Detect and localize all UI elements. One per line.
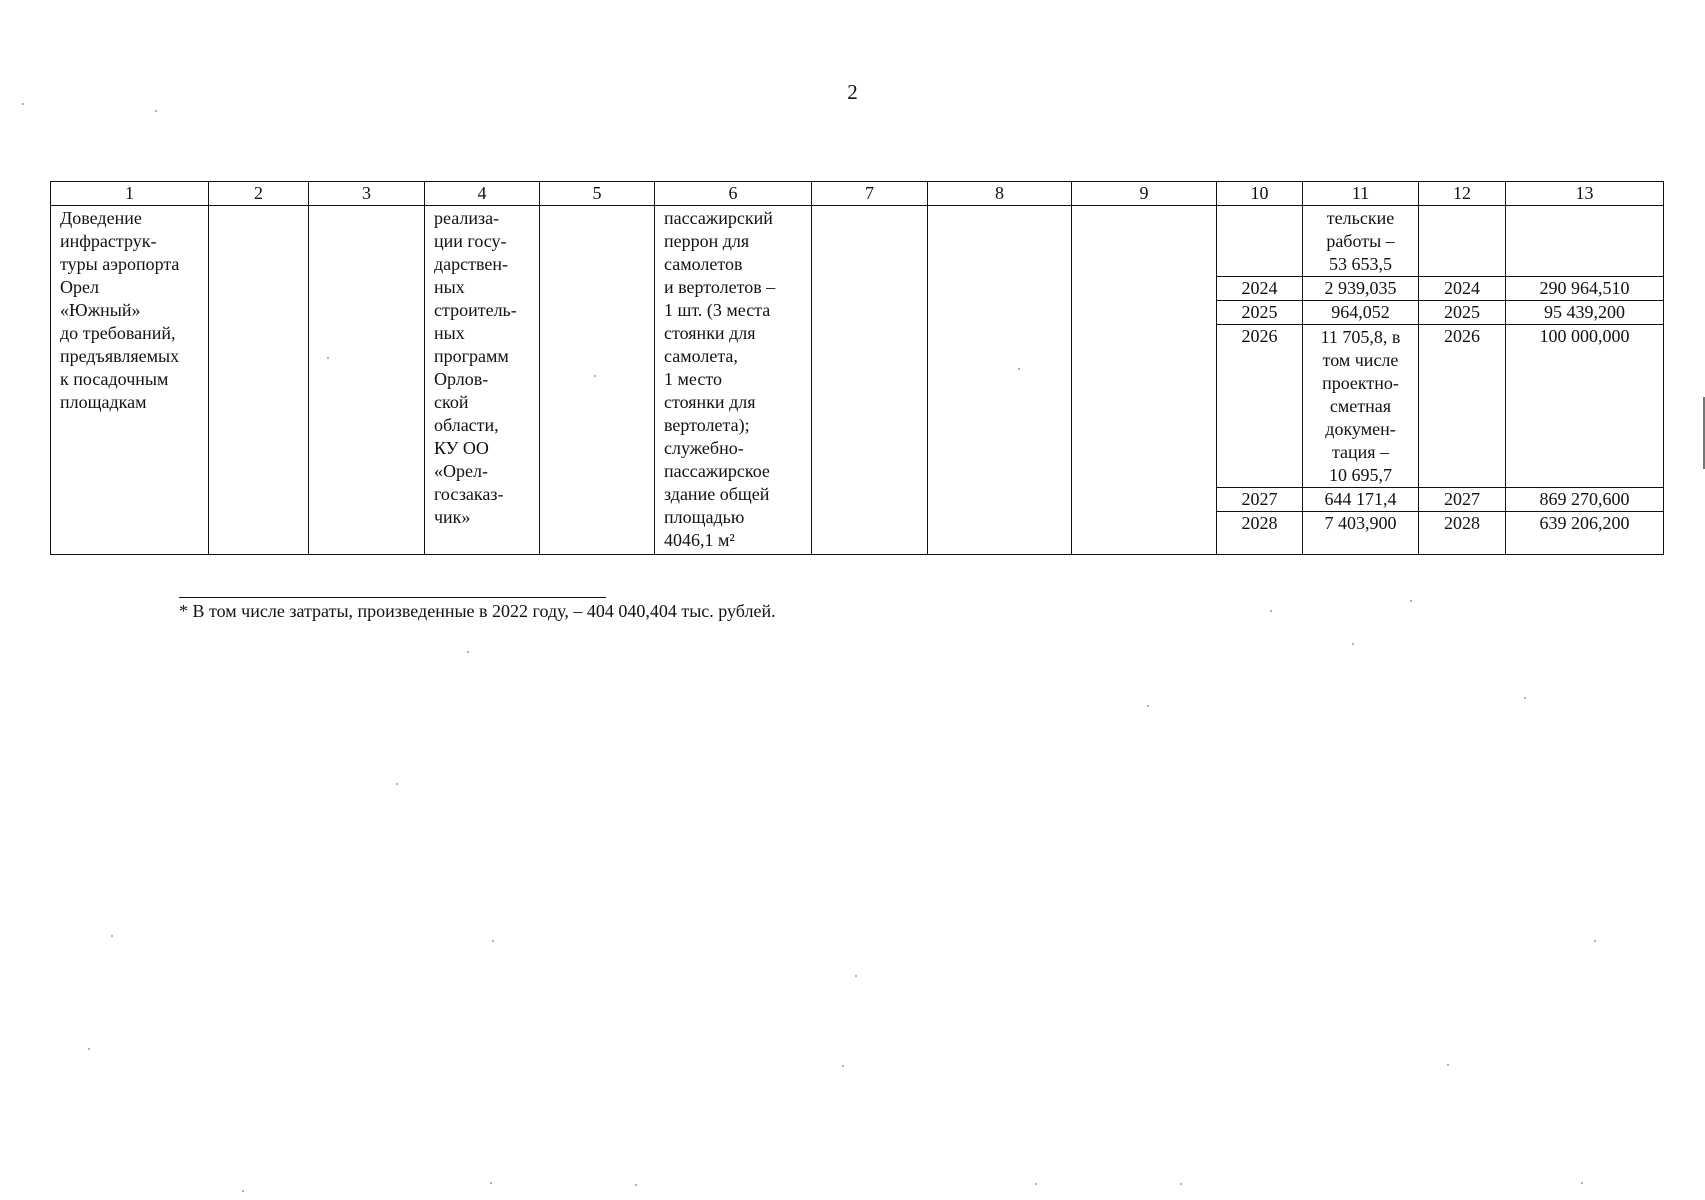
cell-text-line: предъявляемых: [60, 346, 180, 366]
year-cell: 2028: [1217, 512, 1303, 555]
cell-text-line: работы –: [1326, 231, 1395, 251]
footnote: * В том числе затраты, произведенные в 2022 году, – 404 040,404 тыс. рублей.: [179, 601, 776, 621]
cell-text-line: пассажирский: [664, 208, 773, 228]
cell-text-line: стоянки для: [664, 392, 756, 412]
column-number: 9: [1072, 182, 1217, 206]
scan-speck: [22, 103, 24, 105]
scan-speck: [242, 1190, 244, 1192]
scan-speck: [594, 375, 596, 377]
cell-text-line: Доведение: [60, 208, 142, 228]
column-number: 11: [1303, 182, 1419, 206]
year-cell: 2026: [1419, 325, 1506, 488]
scan-speck: [1581, 1182, 1583, 1184]
value-cell: 964,052: [1303, 301, 1419, 325]
cell-text-line: чик»: [434, 507, 471, 527]
customer-cell: [425, 206, 540, 555]
cell-text-line: стоянки для: [664, 323, 756, 343]
cell-text-line: том числе: [1322, 350, 1399, 370]
empty-cell: [1419, 206, 1506, 277]
cell-text-line: Орлов-: [434, 369, 489, 389]
year-cell: 2024: [1419, 277, 1506, 301]
cell-text-line: пассажирское: [664, 461, 770, 481]
empty-cell: [1506, 206, 1664, 277]
scan-speck: [467, 651, 469, 653]
cell-text-line: «Южный»: [60, 300, 141, 320]
scan-speck: [855, 975, 857, 977]
column-number: 6: [655, 182, 812, 206]
year-cell: 2025: [1217, 301, 1303, 325]
cell-text-line: здание общей: [664, 484, 770, 504]
scan-speck: [327, 357, 329, 359]
cell-text-line: самолета,: [664, 346, 738, 366]
empty-cell: [540, 206, 655, 555]
cell-text-line: тельские: [1326, 208, 1395, 228]
cell-text-line: к посадочным: [60, 369, 169, 389]
cell-text-line: 53 653,5: [1329, 254, 1392, 274]
scan-speck: [111, 935, 113, 937]
data-table: [50, 181, 1664, 555]
cell-text-line: программ: [434, 346, 509, 366]
column-number: 5: [540, 182, 655, 206]
cell-text-line: ции госу-: [434, 231, 507, 251]
value-cell: 644 171,4: [1303, 488, 1419, 512]
empty-cell: [209, 206, 309, 555]
empty-cell: [812, 206, 928, 555]
cell-text-line: туры аэропорта: [60, 254, 180, 274]
column-number: 2: [209, 182, 309, 206]
cell-text-line: госзаказ-: [434, 484, 504, 504]
column-number: 8: [928, 182, 1072, 206]
object-name-cell: [51, 206, 209, 555]
year-cell: 2026: [1217, 325, 1303, 488]
cell-text-line: самолетов: [664, 254, 743, 274]
scan-speck: [1035, 1183, 1037, 1185]
value-cell: 100 000,000: [1506, 325, 1664, 488]
year-cell: 2028: [1419, 512, 1506, 555]
scan-speck: [1410, 600, 1412, 602]
cell-text-line: инфраструк-: [60, 231, 157, 251]
cell-text-line: 11 705,8, в: [1320, 327, 1401, 347]
cell-text-line: области,: [434, 415, 499, 435]
cell-text-line: 1 шт. (3 места: [664, 300, 771, 320]
scan-speck: [1180, 1183, 1182, 1185]
cell-text-line: 1 место: [664, 369, 722, 389]
scan-speck: [842, 1065, 844, 1067]
cell-text-line: тация –: [1331, 442, 1390, 462]
cell-text-line: вертолета);: [664, 415, 750, 435]
cell-text-line: до требований,: [60, 323, 176, 343]
cell-text-line: площадкам: [60, 392, 147, 412]
scan-speck: [635, 1184, 637, 1186]
scan-speck: [88, 1048, 90, 1050]
cell-text-line: ных: [434, 323, 465, 343]
scan-speck: [1270, 610, 1272, 612]
column-number: 4: [425, 182, 540, 206]
scan-speck: [492, 940, 494, 942]
cell-text-line: 10 695,7: [1329, 465, 1392, 485]
cell-text-line: ных: [434, 277, 465, 297]
cell-text-line: «Орел-: [434, 461, 488, 481]
year-cell: 2025: [1419, 301, 1506, 325]
cell-text-line: служебно-: [664, 438, 744, 458]
cell-text-line: Орел: [60, 277, 99, 297]
value-cell: 869 270,600: [1506, 488, 1664, 512]
column-number-row: [51, 182, 1664, 206]
cell-text-line: и вертолетов –: [664, 277, 776, 297]
year-cell: 2027: [1217, 488, 1303, 512]
cell-text-line: проектно-: [1322, 373, 1399, 393]
cell-text-line: строитель-: [434, 300, 517, 320]
year-cell: 2024: [1217, 277, 1303, 301]
value-cell: 290 964,510: [1506, 277, 1664, 301]
value-cell: 7 403,900: [1303, 512, 1419, 555]
scan-speck: [490, 1182, 492, 1184]
empty-cell: [1217, 206, 1303, 277]
work-cell: [1303, 206, 1419, 277]
capacity-cell: [655, 206, 812, 555]
cell-text-line: перрон для: [664, 231, 750, 251]
column-number: 13: [1506, 182, 1664, 206]
cell-text-line: 4046,1 м²: [664, 530, 735, 550]
footnote-divider: [179, 597, 606, 598]
cell-text-line: сметная: [1329, 396, 1392, 416]
column-number: 10: [1217, 182, 1303, 206]
scan-speck: [155, 110, 157, 112]
scan-speck: [1524, 697, 1526, 699]
cell-text-line: ской: [434, 392, 469, 412]
scan-speck: [1018, 368, 1020, 370]
empty-cell: [1072, 206, 1217, 555]
cell-text-line: КУ ОО: [434, 438, 489, 458]
scan-speck: [1147, 705, 1149, 707]
column-number: 1: [51, 182, 209, 206]
work-cell: [1303, 325, 1419, 488]
table-row: [51, 206, 1664, 277]
scan-speck: [1352, 643, 1354, 645]
cell-text-line: докумен-: [1325, 419, 1396, 439]
cell-text-line: дарствен-: [434, 254, 509, 274]
column-number: 12: [1419, 182, 1506, 206]
value-cell: 95 439,200: [1506, 301, 1664, 325]
scan-speck: [1594, 940, 1596, 942]
scan-speck: [1447, 1064, 1449, 1066]
value-cell: 2 939,035: [1303, 277, 1419, 301]
empty-cell: [928, 206, 1072, 555]
page-number: 2: [847, 80, 858, 104]
empty-cell: [309, 206, 425, 555]
value-cell: 639 206,200: [1506, 512, 1664, 555]
scan-speck: [396, 783, 398, 785]
column-number: 3: [309, 182, 425, 206]
cell-text-line: реализа-: [434, 208, 500, 228]
cell-text-line: площадью: [664, 507, 745, 527]
column-number: 7: [812, 182, 928, 206]
year-cell: 2027: [1419, 488, 1506, 512]
